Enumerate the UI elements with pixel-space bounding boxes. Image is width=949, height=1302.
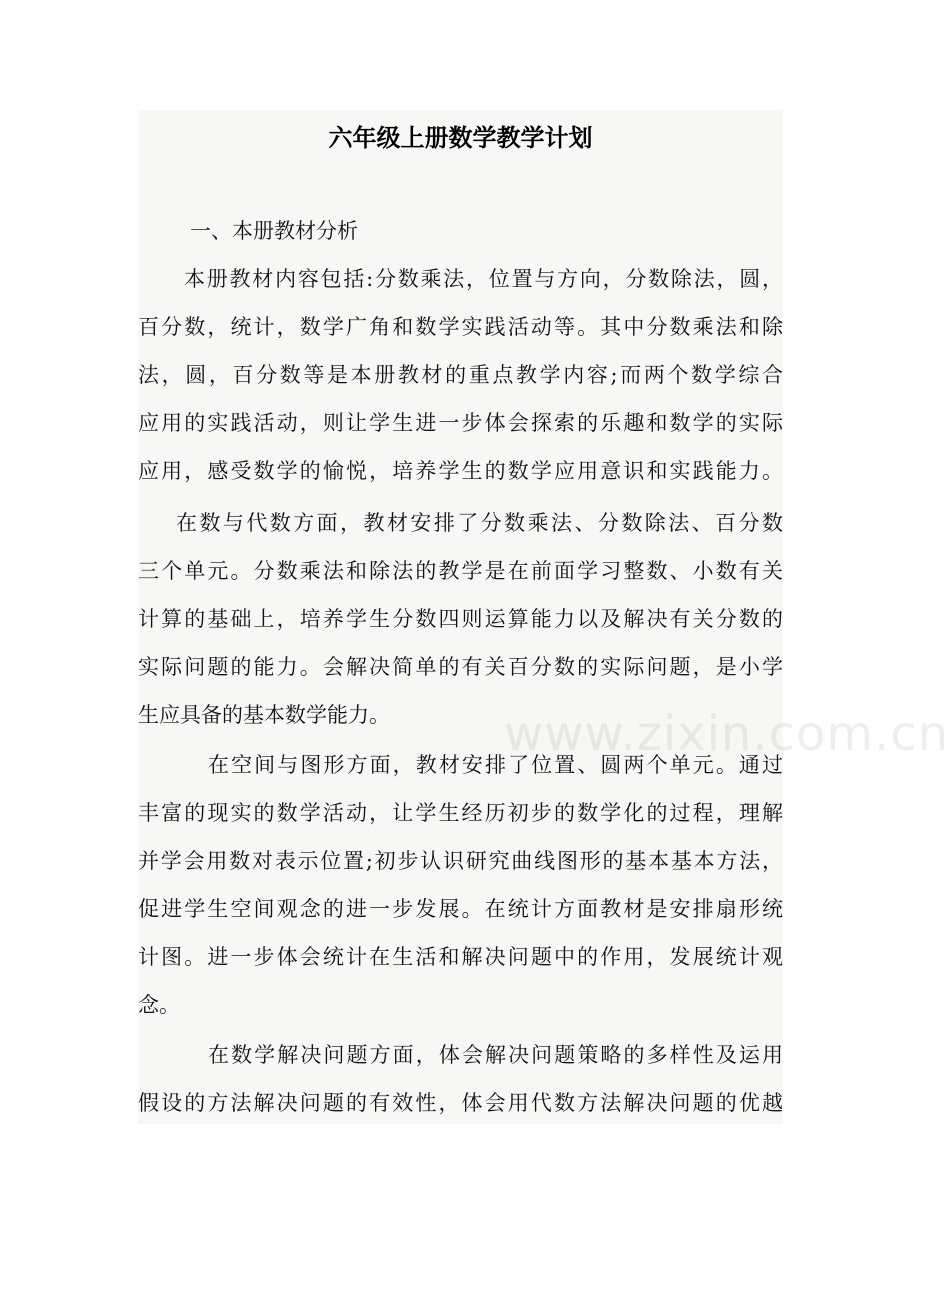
paragraph-line: 在数与代数方面，教材安排了分数乘法、分数除法、百分数 [176, 511, 783, 535]
paragraph-line: 本册教材内容包括:分数乘法，位置与方向，分数除法，圆， [184, 267, 783, 291]
paragraph-line: 法，圆，百分数等是本册教材的重点教学内容;而两个数学综合 [138, 363, 783, 387]
paragraph-line: 假设的方法解决问题的有效性，体会用代数方法解决问题的优越 [138, 1091, 783, 1115]
document-page [138, 110, 949, 1124]
watermark: www.zixin.com.cn [504, 706, 949, 762]
section-heading: 一、本册教材分析 [190, 219, 358, 243]
paragraph-line: 百分数，统计，数学广角和数学实践活动等。其中分数乘法和除 [138, 315, 783, 339]
paragraph-line: 计图。进一步体会统计在生活和解决问题中的作用，发展统计观 [138, 945, 783, 969]
paragraph-line: 在数学解决问题方面，体会解决问题策略的多样性及运用 [208, 1043, 783, 1067]
paragraph-line: 在空间与图形方面，教材安排了位置、圆两个单元。通过 [208, 753, 783, 777]
paragraph-line: 计算的基础上，培养学生分数四则运算能力以及解决有关分数的 [138, 607, 783, 631]
paragraph-line: 应用的实践活动，则让学生进一步体会探索的乐趣和数学的实际 [138, 411, 783, 435]
paragraph-line: 促进学生空间观念的进一步发展。在统计方面教材是安排扇形统 [138, 897, 783, 921]
paragraph-line: 念。 [138, 993, 180, 1017]
paragraph-line: 应用，感受数学的愉悦，培养学生的数学应用意识和实践能力。 [138, 459, 783, 483]
paragraph-line: 丰富的现实的数学活动，让学生经历初步的数学化的过程，理解 [138, 801, 783, 825]
document-title: 六年级上册数学教学计划 [328, 123, 593, 152]
paragraph-line: 实际问题的能力。会解决简单的有关百分数的实际问题，是小学 [138, 655, 783, 679]
paragraph-line: 生应具备的基本数学能力。 [138, 703, 390, 727]
paragraph-line: 并学会用数对表示位置;初步认识研究曲线图形的基本基本方法， [138, 849, 783, 873]
paragraph-line: 三个单元。分数乘法和除法的教学是在前面学习整数、小数有关 [138, 559, 783, 583]
